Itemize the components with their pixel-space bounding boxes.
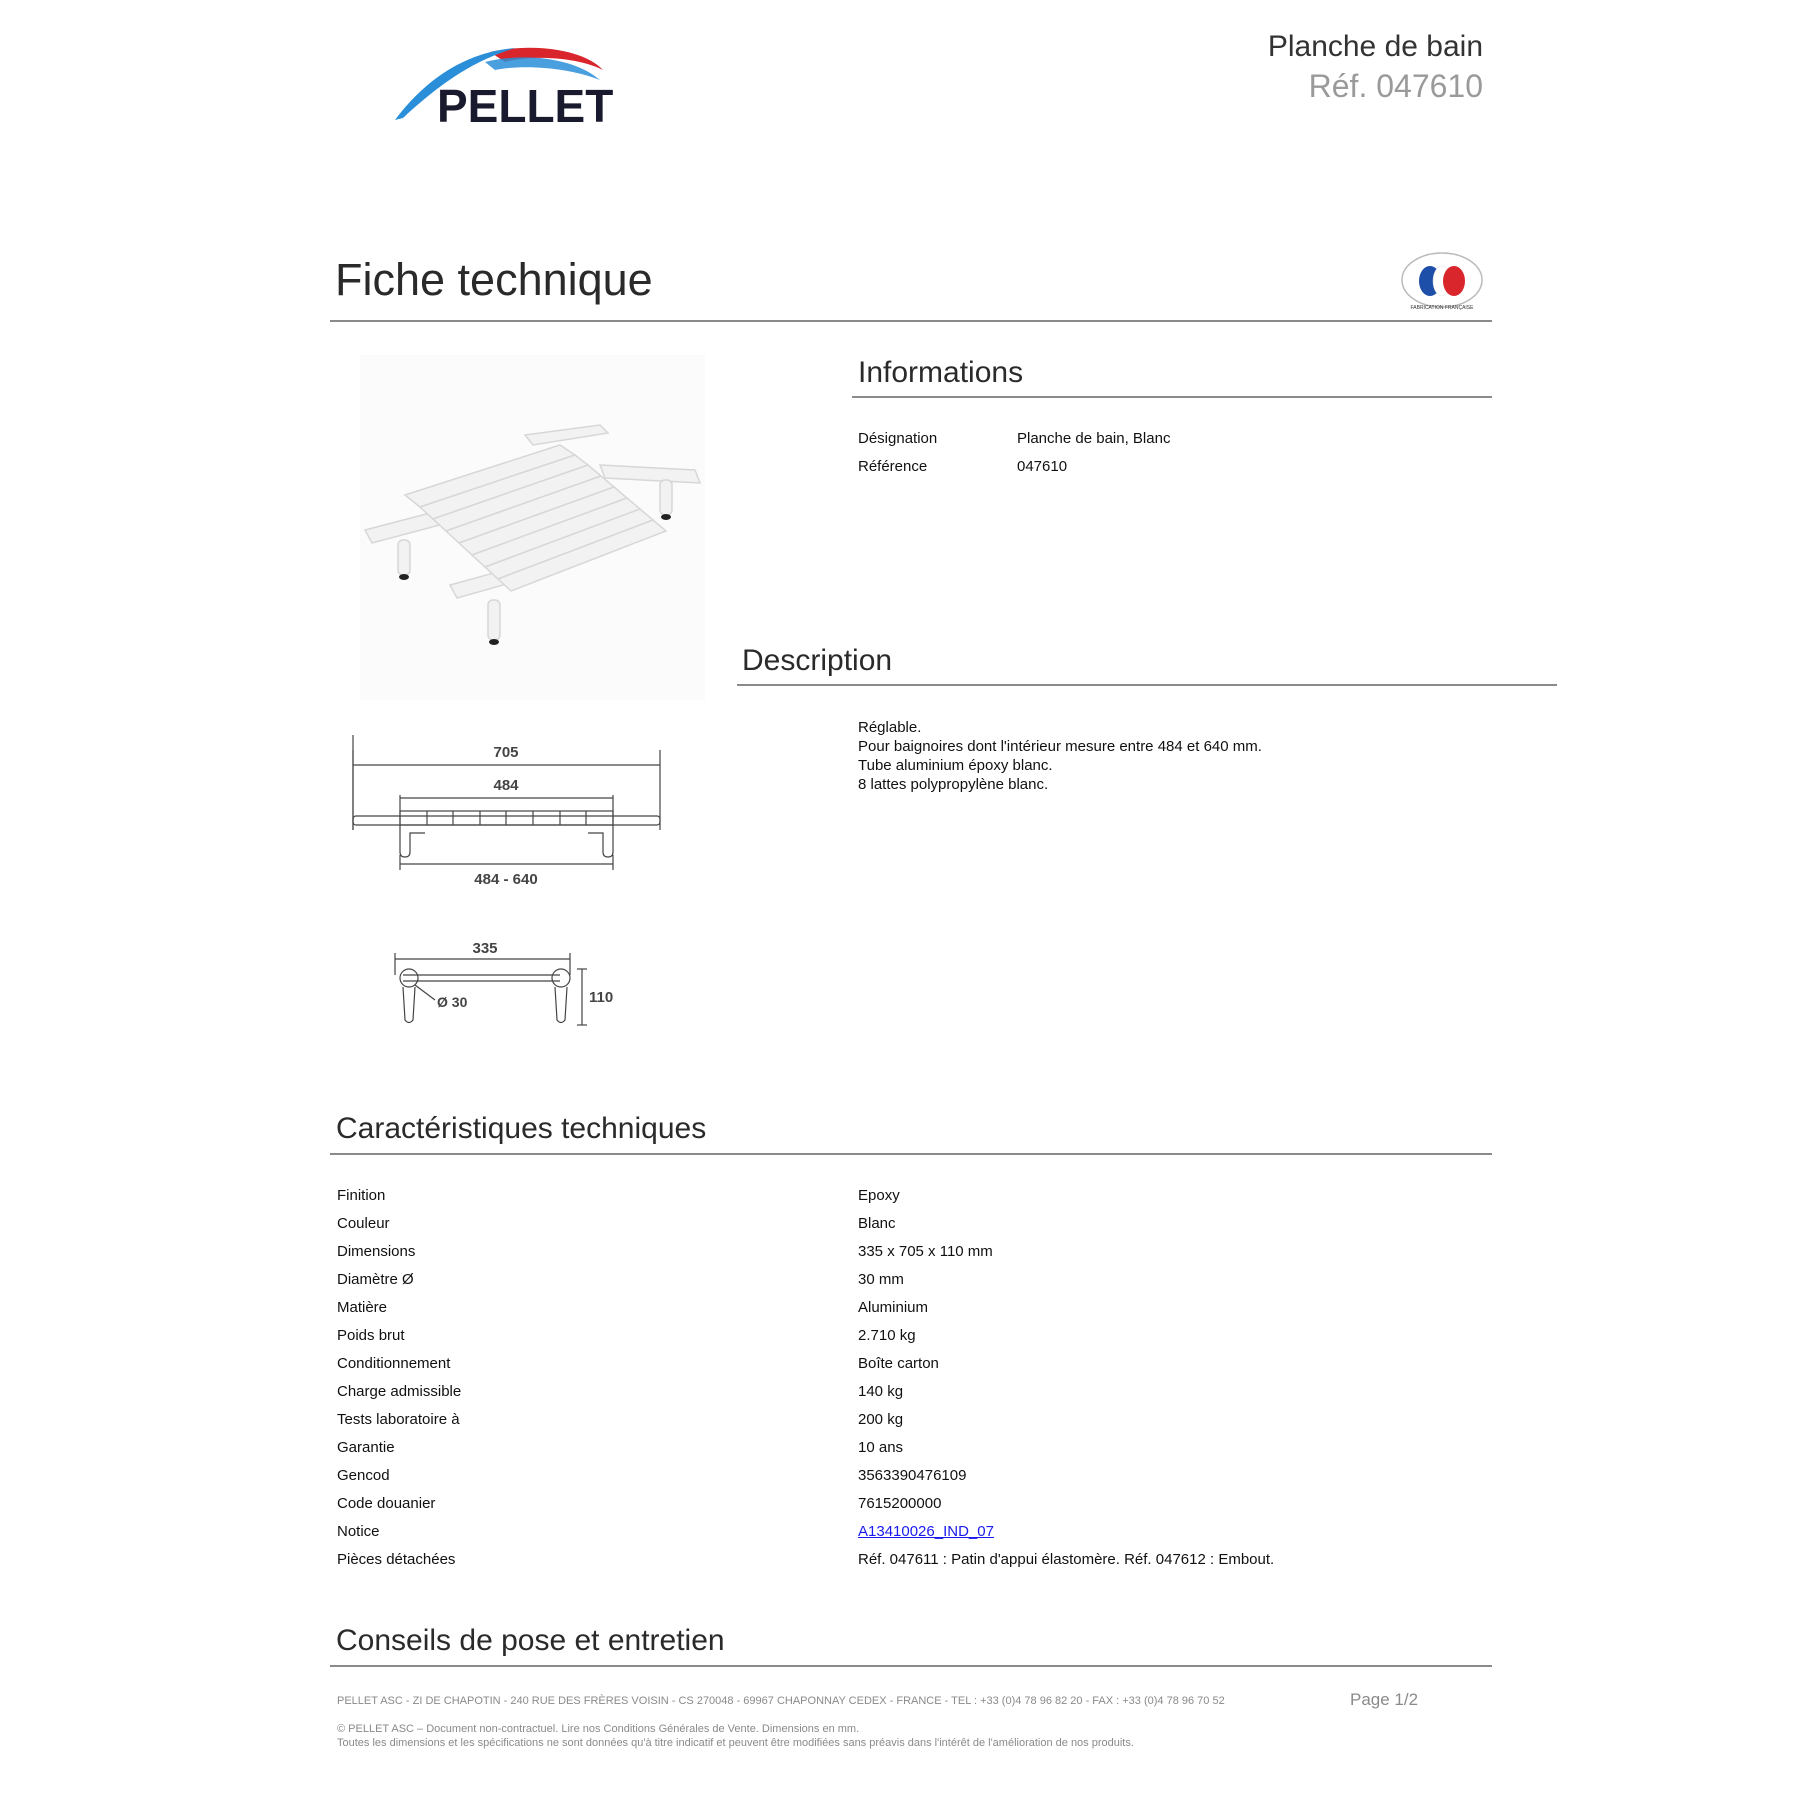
spec-value-pieces-detachees: Réf. 047611 : Patin d'appui élastomère. Réf. 047612 : Embout.: [858, 1551, 1275, 1568]
product-photo: [360, 355, 705, 700]
description-line: Tube aluminium époxy blanc.: [858, 757, 1053, 774]
description-line: 8 lattes polypropylène blanc.: [858, 776, 1049, 793]
description-text: [858, 718, 1262, 794]
spec-label-notice: Notice: [337, 1523, 380, 1540]
dim-label-705: 705: [493, 744, 519, 761]
spec-label-diametre: Diamètre Ø: [337, 1271, 414, 1288]
title-divider: [330, 320, 1492, 322]
footer-legal-line-2: Toutes les dimensions et les spécifications ne sont données qu'à titre indicatif et peuvent être modifiées sans préavis dans l'intérêt de l'amélioration de nos produits.: [337, 1737, 1134, 1749]
spec-value-couleur: Blanc: [858, 1215, 896, 1232]
header-product-title: Planche de bain: [1267, 30, 1483, 63]
description-line: Réglable.: [858, 719, 922, 736]
info-value-designation: Planche de bain, Blanc: [1017, 430, 1171, 447]
dim-label-484: 484: [493, 777, 519, 794]
fabrication-francaise-badge: [1400, 250, 1484, 310]
dim-label-110: 110: [589, 989, 614, 1006]
spec-label-gencod: Gencod: [337, 1467, 390, 1484]
spec-value-charge-admissible: 140 kg: [858, 1383, 904, 1400]
dim-label-484-640: 484 - 640: [474, 871, 538, 888]
spec-label-charge-admissible: Charge admissible: [337, 1383, 462, 1400]
spec-label-matiere: Matière: [337, 1299, 388, 1316]
spec-value-tests-laboratoire: 200 kg: [858, 1411, 904, 1428]
dim-label-diameter: Ø 30: [437, 994, 468, 1010]
front-view-drawing: [345, 735, 675, 890]
spec-value-dimensions: 335 x 705 x 110 mm: [858, 1243, 993, 1260]
info-label-designation: Désignation: [858, 430, 938, 447]
spec-label-conditionnement: Conditionnement: [337, 1355, 451, 1372]
spec-value-diametre: 30 mm: [858, 1271, 904, 1288]
spec-value-garantie: 10 ans: [858, 1439, 904, 1456]
spec-value-finition: Epoxy: [858, 1187, 900, 1204]
spec-value-gencod: 3563390476109: [858, 1467, 967, 1484]
caracteristiques-divider: [330, 1153, 1492, 1155]
description-divider: [737, 684, 1557, 686]
spec-label-code-douanier: Code douanier: [337, 1495, 436, 1512]
spec-value-matiere: Aluminium: [858, 1299, 929, 1316]
informations-divider: [852, 396, 1492, 398]
conseils-heading: Conseils de pose et entretien: [336, 1624, 725, 1657]
page-title: Fiche technique: [335, 254, 653, 305]
spec-value-code-douanier: 7615200000: [858, 1495, 942, 1512]
info-label-reference: Référence: [858, 458, 928, 475]
footer-page-number: Page 1/2: [1350, 1690, 1419, 1709]
description-line: Pour baignoires dont l'intérieur mesure entre 484 et 640 mm.: [858, 738, 1262, 755]
informations-heading: Informations: [858, 356, 1024, 389]
dim-label-335: 335: [472, 940, 498, 957]
notice-link[interactable]: A13410026_IND_07: [858, 1523, 994, 1540]
spec-label-couleur: Couleur: [337, 1215, 390, 1232]
conseils-divider: [330, 1665, 1492, 1667]
badge-label: FABRICATION FRANÇAISE: [1410, 305, 1474, 310]
footer-legal-line-1: © PELLET ASC – Document non-contractuel. Lire nos Conditions Générales de Vente. Dimensions en mm.: [337, 1723, 860, 1735]
caracteristiques-heading: Caractéristiques techniques: [336, 1112, 707, 1145]
spec-label-finition: Finition: [337, 1187, 386, 1204]
side-view-drawing: [385, 935, 615, 1035]
spec-label-dimensions: Dimensions: [337, 1243, 416, 1260]
spec-value-poids-brut: 2.710 kg: [858, 1327, 916, 1344]
spec-value-conditionnement: Boîte carton: [858, 1355, 939, 1372]
description-heading: Description: [742, 644, 893, 677]
spec-label-pieces-detachees: Pièces détachées: [337, 1551, 456, 1568]
spec-label-poids-brut: Poids brut: [337, 1327, 405, 1344]
header-product-ref: Réf. 047610: [1308, 68, 1483, 104]
footer-address: PELLET ASC - ZI DE CHAPOTIN - 240 RUE DES FRÈRES VOISIN - CS 270048 - 69967 CHAPONNAY CEDEX - FRANCE - TEL : +33 (0)4 78 96 82 20 - FAX : +33 (0)4 78 96 70 52: [337, 1695, 1225, 1707]
info-value-reference: 047610: [1017, 458, 1068, 475]
pellet-logo[interactable]: [395, 40, 645, 130]
logo-wordmark: PELLET: [437, 80, 614, 130]
spec-label-garantie: Garantie: [337, 1439, 395, 1456]
spec-label-tests-laboratoire: Tests laboratoire à: [337, 1411, 460, 1428]
